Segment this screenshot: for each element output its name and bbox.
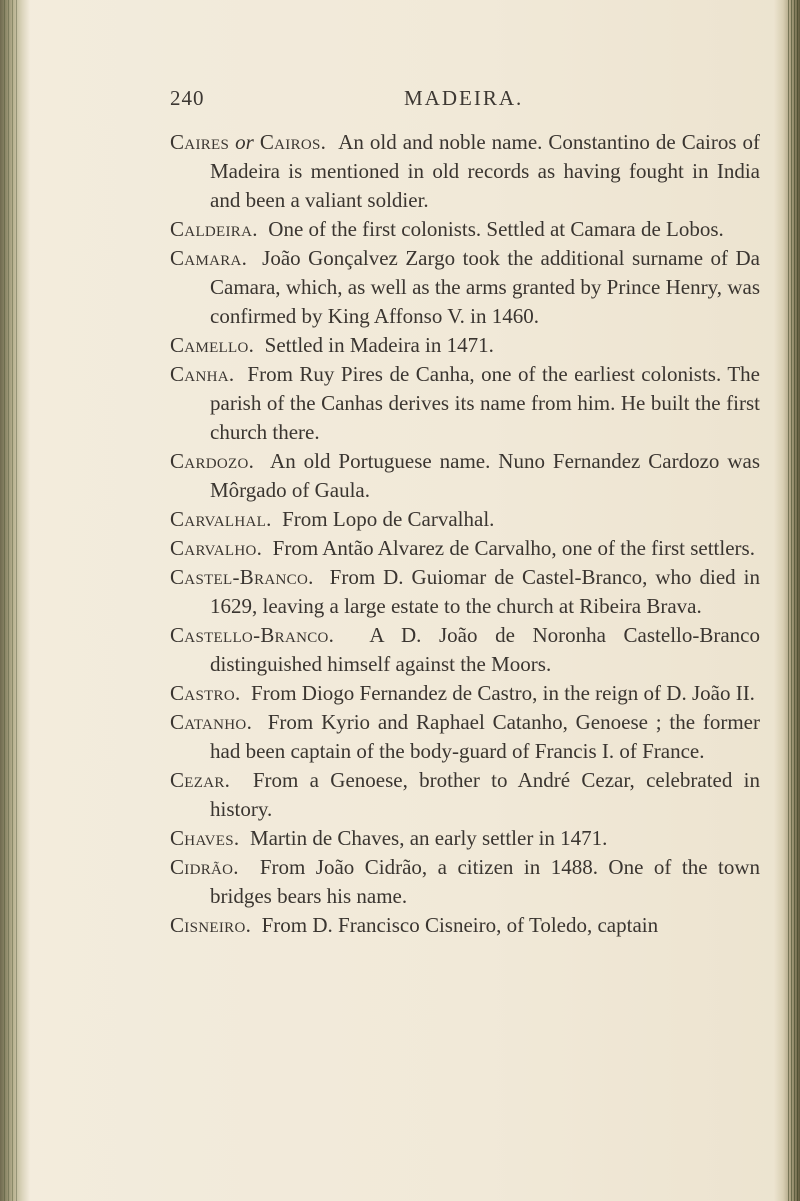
entry-name: Castro.: [170, 681, 241, 705]
entry-name: Castello-Branco.: [170, 623, 335, 647]
entry-name: Caires: [170, 130, 230, 154]
entry-name: Carvalho.: [170, 536, 263, 560]
entry-name: Camara.: [170, 246, 248, 270]
binding-gutter-texture: [4, 0, 20, 1201]
entry-text: From João Cidrão, a citizen in 1488. One of the town bridges bears his name.: [210, 855, 760, 908]
entry-text: From a Genoese, brother to André Cezar, celebrated in history.: [210, 768, 760, 821]
running-head: [170, 86, 770, 118]
surname-entries: [170, 128, 760, 940]
entry-text: João Gonçalvez Zargo took the additional surname of Da Camara, which, as well as the arms granted by Prince Henry, was confirmed by King Affonso V. in 1460.: [210, 246, 760, 328]
entry-name: Cardozo.: [170, 449, 255, 473]
entry-catanho: [170, 708, 760, 766]
entry-text: From D. Guiomar de Castel-Branco, who died in 1629, leaving a large estate to the church at Ribeira Brava.: [210, 565, 761, 618]
entry-text: From Kyrio and Raphael Catanho, Genoese ; the former had been captain of the body-guard of Francis I. of France.: [210, 710, 760, 763]
entry-castel-branco: [170, 563, 760, 621]
entry-name: Canha.: [170, 362, 235, 386]
entry-text: From Diogo Fernandez de Castro, in the reign of D. João II.: [251, 681, 755, 705]
entry-castello-branco: [170, 621, 760, 679]
entry-caires: [170, 128, 760, 215]
entry-text: A D. João de Noronha Castello-Branco distinguished himself against the Moors.: [210, 623, 760, 676]
entry-cardozo: [170, 447, 760, 505]
entry-text: From Ruy Pires de Canha, one of the earliest colonists. The parish of the Canhas derives its name from him. He built the first church there.: [210, 362, 760, 444]
entry-name: Camello.: [170, 333, 255, 357]
entry-camello: [170, 331, 760, 360]
entry-cezar: [170, 766, 760, 824]
entry-cidrao: [170, 853, 760, 911]
entry-name: Caldeira.: [170, 217, 258, 241]
entry-castro: [170, 679, 760, 708]
entry-chaves: [170, 824, 760, 853]
entry-name: Catanho.: [170, 710, 253, 734]
entry-text: From D. Francisco Cisneiro, of Toledo, captain: [261, 913, 659, 937]
entry-name: Cezar.: [170, 768, 231, 792]
entry-text: From Lopo de Carvalhal.: [282, 507, 495, 531]
entry-text: From Antão Alvarez de Carvalho, one of the first settlers.: [272, 536, 755, 560]
entry-name: Cidrão.: [170, 855, 239, 879]
entry-alt-name: Cairos.: [259, 130, 327, 154]
entry-caldeira: [170, 215, 760, 244]
entry-name: Castel-Branco.: [170, 565, 314, 589]
entry-canha: [170, 360, 760, 447]
book-title: MADEIRA.: [404, 86, 524, 110]
entry-name: Carvalhal.: [170, 507, 272, 531]
entry-text: One of the first colonists. Settled at Camara de Lobos.: [268, 217, 724, 241]
entry-cisneiro: [170, 911, 760, 940]
entry-carvalho: [170, 534, 760, 563]
entry-text: Martin de Chaves, an early settler in 1471.: [249, 826, 608, 850]
entry-text: An old and noble name. Constantino de Cairos of Madeira is mentioned in old records as having fought in India and been a valiant soldier.: [210, 130, 761, 212]
entry-text: An old Portuguese name. Nuno Fernandez Cardozo was Môrgado of Gaula.: [210, 449, 761, 502]
entry-name: Cisneiro.: [170, 913, 252, 937]
entry-conjunction: or: [235, 130, 254, 154]
entry-camara: [170, 244, 760, 331]
page-number: 240: [170, 86, 205, 110]
page-edge-texture: [788, 0, 798, 1201]
entry-carvalhal: [170, 505, 760, 534]
entry-name: Chaves.: [170, 826, 240, 850]
entry-text: Settled in Madeira in 1471.: [264, 333, 494, 357]
